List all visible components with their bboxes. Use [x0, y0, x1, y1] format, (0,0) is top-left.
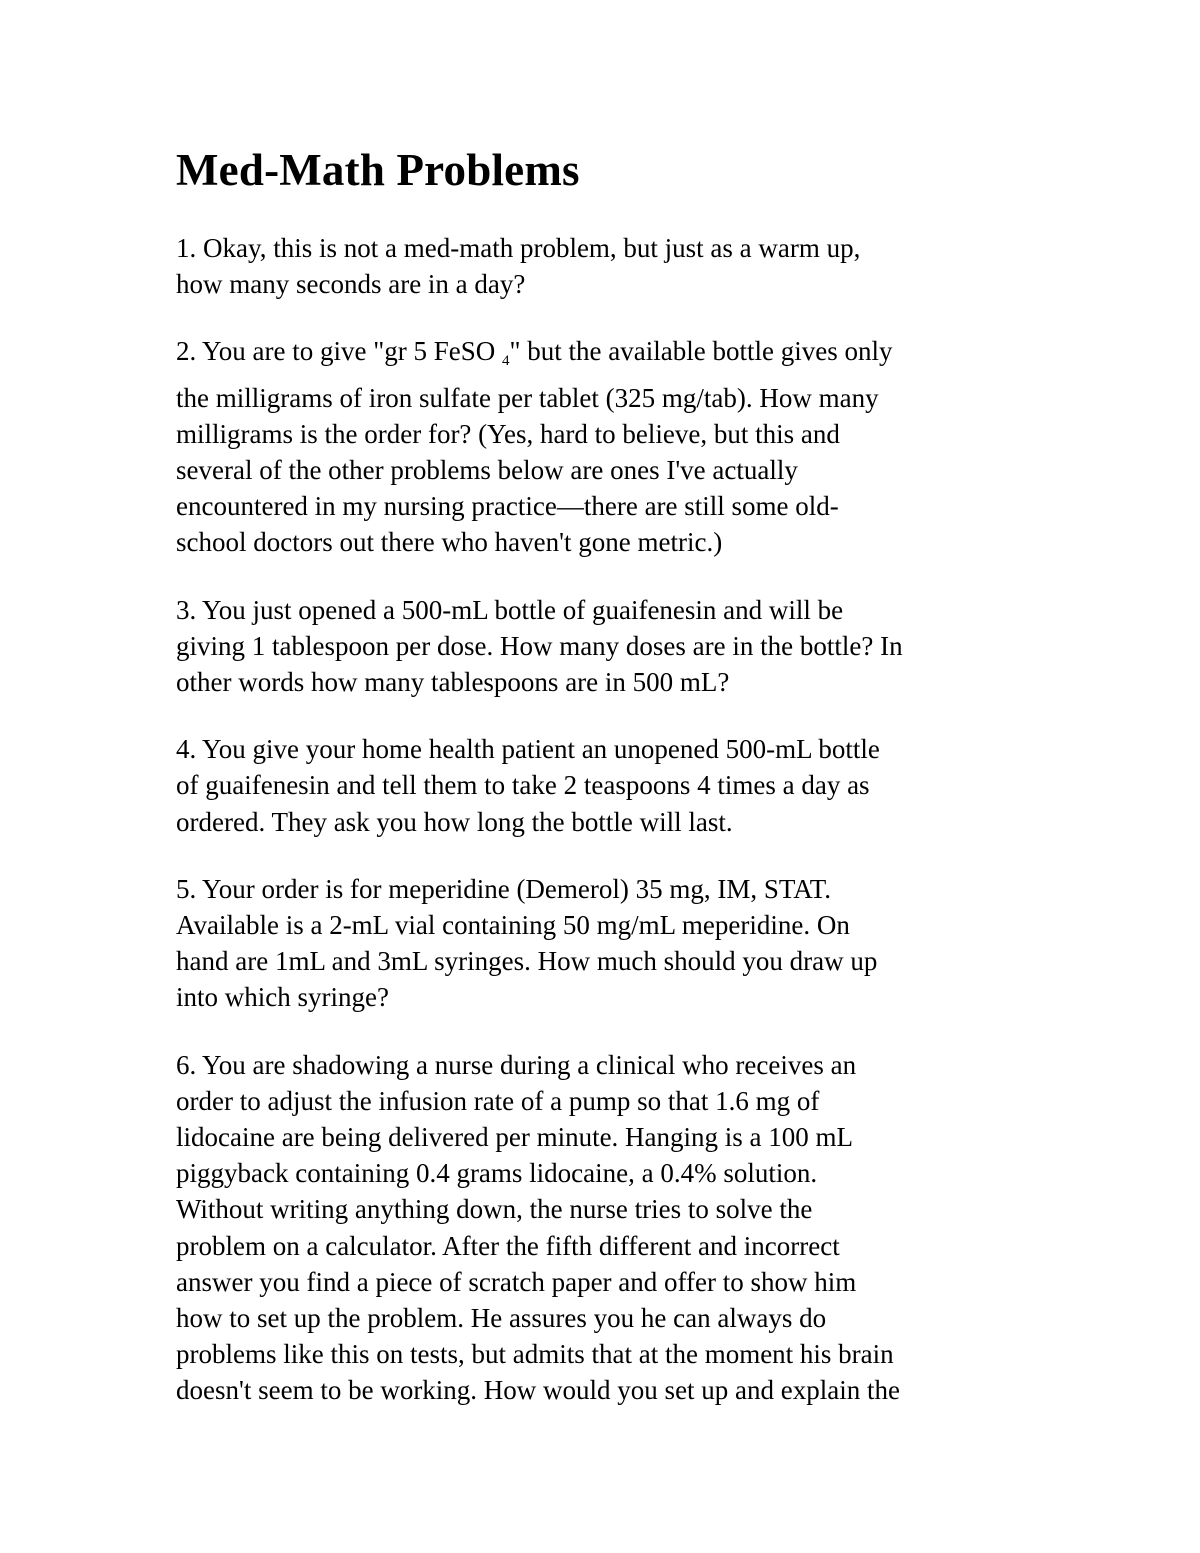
problem-line: Without writing anything down, the nurse tries to solve the — [176, 1194, 813, 1225]
problem-line: 4. You give your home health patient an unopened 500-mL bottle — [176, 734, 880, 765]
problem-line: how to set up the problem. He assures you he can always do — [176, 1303, 827, 1334]
document-content — [176, 140, 1036, 1440]
problem-text: " but the available bottle gives only — [509, 336, 893, 367]
problem-line: problems like this on tests, but admits that at the moment his brain — [176, 1339, 894, 1370]
problem-line: 1. Okay, this is not a med-math problem, but just as a warm up, — [176, 233, 861, 263]
problem-6 — [176, 1047, 1036, 1409]
problem-line: order to adjust the infusion rate of a pump so that 1.6 mg of — [176, 1085, 820, 1116]
problem-line: ordered. They ask you how long the bottle will last. — [176, 806, 733, 837]
problem-line: several of the other problems below are ones I've actually — [176, 455, 798, 486]
problem-line: 5. Your order is for meperidine (Demerol) 35 mg, IM, STAT. — [176, 873, 831, 904]
problem-line: of guaifenesin and tell them to take 2 teaspoons 4 times a day as — [176, 770, 870, 801]
problem-line: doesn't seem to be working. How would you set up and explain the — [176, 1375, 900, 1406]
problem-text: 2. You are to give "gr 5 FeSO — [176, 336, 503, 367]
problem-line: lidocaine are being delivered per minute. Hanging is a 100 mL — [176, 1122, 854, 1153]
problem-line: piggyback containing 0.4 grams lidocaine, a 0.4% solution. — [176, 1158, 818, 1189]
problem-line: other words how many tablespoons are in 500 mL? — [176, 667, 730, 698]
problem-line — [176, 333, 1036, 379]
problem-line: 3. You just opened a 500-mL bottle of guaifenesin and will be — [176, 594, 844, 625]
problem-line: into which syringe? — [176, 982, 389, 1013]
problem-line: encountered in my nursing practice—there are still some old- — [176, 491, 839, 522]
problem-3 — [176, 592, 1036, 701]
problem-line: school doctors out there who haven't gone metric.) — [176, 527, 723, 558]
problem-4 — [176, 731, 1036, 840]
page-title: Med-Math Problems — [176, 145, 580, 195]
problem-line: how many seconds are in a day? — [176, 269, 526, 300]
problem-line: Available is a 2-mL vial containing 50 mg/mL meperidine. On — [176, 910, 850, 941]
problem-line: 6. You are shadowing a nurse during a clinical who receives an — [176, 1049, 857, 1080]
problem-line: answer you find a piece of scratch paper and offer to show him — [176, 1266, 857, 1297]
problem-line: giving 1 tablespoon per dose. How many doses are in the bottle? In — [176, 630, 903, 661]
problem-5 — [176, 871, 1036, 1016]
problem-1 — [176, 230, 1036, 302]
problem-2 — [176, 333, 1036, 560]
problem-line: problem on a calculator. After the fifth different and incorrect — [176, 1230, 840, 1261]
problem-line: the milligrams of iron sulfate per tablet (325 mg/tab). How many — [176, 382, 879, 413]
problem-line: hand are 1mL and 3mL syringes. How much should you draw up — [176, 946, 878, 977]
problem-line: milligrams is the order for? (Yes, hard to believe, but this and — [176, 418, 840, 449]
subscript: 4 — [502, 353, 510, 370]
